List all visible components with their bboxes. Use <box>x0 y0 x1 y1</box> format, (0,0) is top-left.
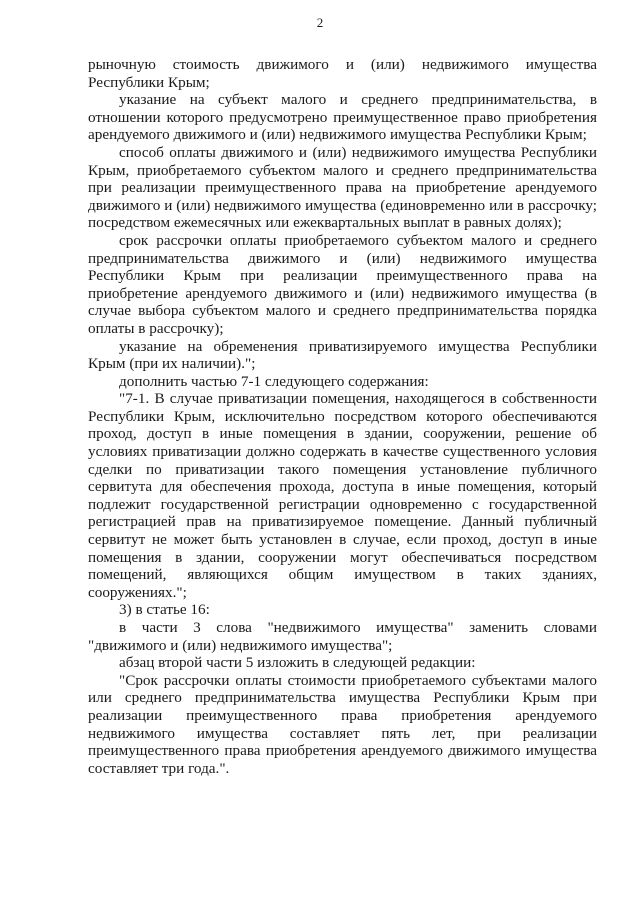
document-body <box>88 56 597 777</box>
page-number: 2 <box>316 15 324 30</box>
paragraph: рыночную стоимость движимого и (или) недвижимого имущества Республики Крым; <box>88 56 597 91</box>
paragraph: указание на субъект малого и среднего предпринимательства, в отношении которого предусмотрено преимущественное право приобретения арендуемого движимого и (или) недвижимого имущества Республики Крым; <box>88 91 597 144</box>
paragraph: в части 3 слова "недвижимого имущества" заменить словами "движимого и (или) недвижимого имущества"; <box>88 619 597 654</box>
paragraph: способ оплаты движимого и (или) недвижимого имущества Республики Крым, приобретаемого субъектом малого и среднего предпринимательства при реализации преимущественного права на приобретение арендуемого движимого и (или) недвижимого имущества (единовременно или в рассрочку; посредством ежемесячных или ежеквартальных выплат в равных долях); <box>88 143 597 232</box>
paragraph: абзац второй части 5 изложить в следующей редакции: <box>119 654 476 672</box>
paragraph: срок рассрочки оплаты приобретаемого субъектом малого и среднего предпринимательства движимого и (или) недвижимого имущества Республики Крым при реализации преимущественного права на приобретение арендуемого движимого и (или) недвижимого имущества (в случае выбора субъектом малого и среднего предпринимательства порядка оплаты в рассрочку); <box>88 231 597 337</box>
paragraph: указание на обременения приватизируемого имущества Республики Крым (при их наличии)."; <box>88 337 597 373</box>
paragraph: 3) в статье 16: <box>119 601 210 619</box>
paragraph: "7-1. В случае приватизации помещения, находящегося в собственности Республики Крым, исключительно посредством которого обеспечиваются проход, доступ в иные помещения в здании, сооружении, решение об условиях приватизации должно содержать в качестве существенного условия сделки по приватизации такого помещения установление публичного сервитута для обеспечения прохода, доступа в иные помещения, который подлежит государственной регистрации одновременно с государственной регистрацией прав на приватизируемое помещение. Данный публичный сервитут не может быть установлен в случае, если проход, доступ в иные помещения в здании, сооружении могут обеспечиваться посредством помещений, являющихся общим имуществом в таких зданиях, сооружениях."; <box>88 390 597 601</box>
paragraph: "Срок рассрочки оплаты стоимости приобретаемого субъектами малого или среднего предпринимательства имущества Республики Крым при реализации преимущественного права приобретения арендуемого недвижимого имущества составляет пять лет, при реализации преимущественного права приобретения арендуемого движимого имущества составляет три года.". <box>88 671 597 777</box>
paragraph: дополнить частью 7-1 следующего содержания: <box>119 372 429 390</box>
